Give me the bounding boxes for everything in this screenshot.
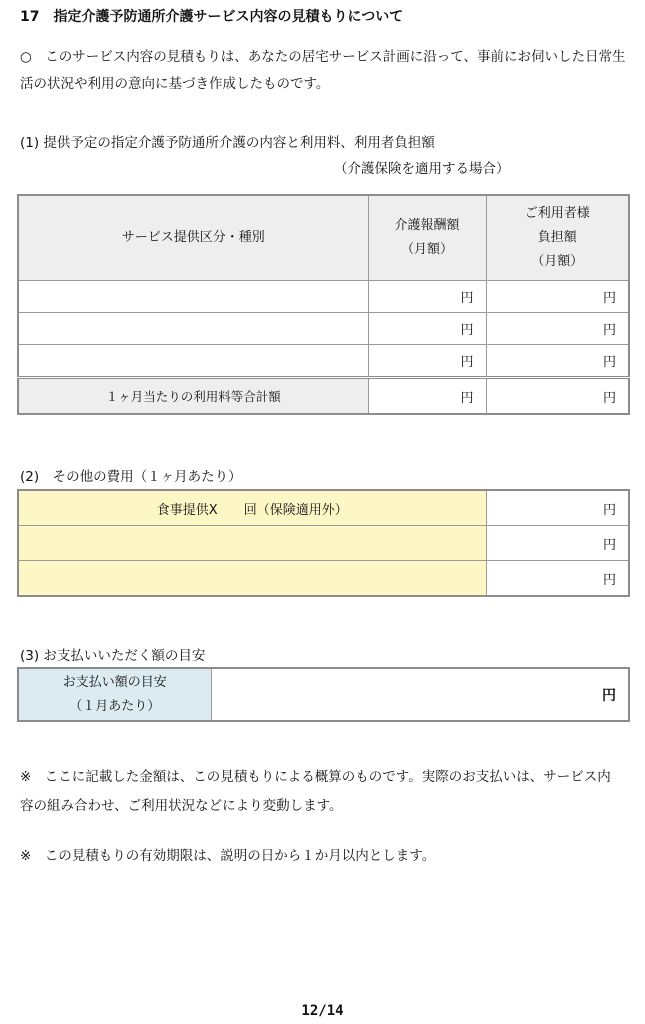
other-cost-label[interactable]: 食事提供X 回（保険適用外） [18, 490, 486, 526]
fee-cell[interactable]: 円 [368, 313, 486, 345]
other-cost-amount[interactable]: 円 [486, 526, 629, 561]
user-charge-cell[interactable]: 円 [486, 345, 629, 378]
service-cell[interactable] [18, 313, 368, 345]
payment-estimate-table [17, 667, 630, 722]
section3-heading: (3) お支払いいただく額の目安 [20, 648, 206, 664]
other-cost-amount[interactable]: 円 [486, 490, 629, 526]
section1-subheading: （介護保険を適用する場合） [334, 161, 510, 177]
table-row [18, 526, 629, 561]
table-row [18, 313, 629, 345]
table-row [18, 281, 629, 313]
section2-heading: (2) その他の費用（１ヶ月あたり） [20, 469, 242, 485]
table-row [18, 561, 629, 597]
total-user-charge-cell[interactable]: 円 [486, 378, 629, 415]
payment-estimate-amount[interactable]: 円 [211, 668, 629, 721]
table-row [18, 490, 629, 526]
fee-table [17, 194, 630, 415]
other-costs-table [17, 489, 630, 597]
section1-heading: (1) 提供予定の指定介護予防通所介護の内容と利用料、利用者負担額 [20, 135, 435, 151]
payment-estimate-label: お支払い額の目安 （１月あたり） [18, 668, 211, 721]
fee-cell[interactable]: 円 [368, 281, 486, 313]
total-fee-cell[interactable]: 円 [368, 378, 486, 415]
page-number: 12/14 [301, 1003, 344, 1019]
intro-paragraph: ○ このサービス内容の見積もりは、あなたの居宅サービス計画に沿って、事前にお伺いした日常生活の状況や利用の意向に基づき作成したものです。 [20, 49, 626, 92]
user-charge-cell[interactable]: 円 [486, 281, 629, 313]
table-row [18, 668, 629, 721]
service-cell[interactable] [18, 281, 368, 313]
fee-cell[interactable]: 円 [368, 345, 486, 378]
total-row [18, 378, 629, 415]
other-cost-amount[interactable]: 円 [486, 561, 629, 597]
other-cost-label[interactable] [18, 561, 486, 597]
user-charge-cell[interactable]: 円 [486, 313, 629, 345]
other-cost-label[interactable] [18, 526, 486, 561]
section-title: 17 指定介護予防通所介護サービス内容の見積もりについて [20, 9, 404, 25]
note-validity: ※ この見積もりの有効期限は、説明の日から１か月以内とします。 [20, 848, 436, 864]
total-label: １ヶ月当たりの利用料等合計額 [18, 378, 368, 415]
service-cell[interactable] [18, 345, 368, 378]
user-charge-column-header: ご利用者様 負担額 （月額） [486, 195, 629, 281]
fee-column-header: 介護報酬額 （月額） [368, 195, 486, 281]
service-column-header: サービス提供区分・種別 [18, 195, 368, 281]
table-row [18, 345, 629, 378]
note-approximate: ※ ここに記載した金額は、この見積もりによる概算のものです。実際のお支払いは、サービス内容の組み合わせ、ご利用状況などにより変動します。 [20, 769, 611, 814]
